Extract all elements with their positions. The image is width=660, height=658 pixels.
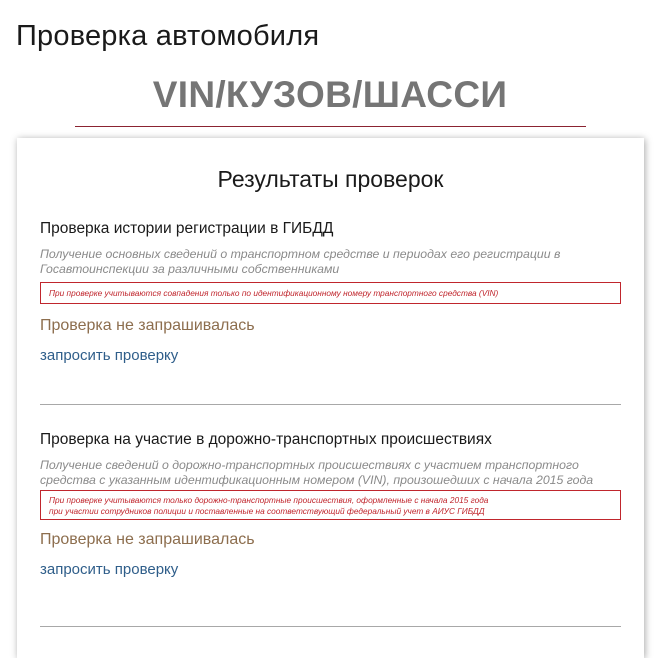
- check-status: Проверка не запрашивалась: [40, 317, 255, 334]
- request-check-link[interactable]: запросить проверку: [40, 347, 179, 364]
- section-divider: [40, 404, 621, 405]
- results-card: [17, 138, 644, 658]
- section-divider: [40, 626, 621, 627]
- description-line: Получение сведений о дорожно-транспортных происшествиях с участием транспортного: [40, 458, 579, 472]
- notice-text: при участии сотрудников полиции и поставленные на соответствующий федеральный учет в АИУС ГИБДД: [49, 506, 485, 516]
- request-check-link[interactable]: запросить проверку: [40, 561, 179, 578]
- section-description: [40, 247, 621, 277]
- description-line: средства с указанным идентификационным номером (VIN), произошедших с начала 2015 года: [40, 473, 594, 487]
- section-title: Проверка на участие в дорожно-транспортных происшествиях: [40, 431, 492, 448]
- notice-text: При проверке учитываются только дорожно-транспортные происшествия, оформленные с начала 2015 года: [49, 495, 489, 505]
- registration-history-section: [40, 220, 621, 365]
- notice-box: [40, 490, 621, 520]
- description-line: Госавтоинспекции за различными собственниками: [40, 262, 340, 276]
- vin-body-chassis-heading: VIN/КУЗОВ/ШАССИ: [152, 74, 508, 115]
- heading-divider: [75, 126, 586, 127]
- page-title: Проверка автомобиля: [16, 20, 320, 52]
- results-title: Результаты проверок: [217, 166, 444, 192]
- section-description: [40, 458, 621, 488]
- accident-check-section: [40, 431, 621, 579]
- check-status: Проверка не запрашивалась: [40, 531, 255, 548]
- notice-box: [40, 282, 621, 304]
- section-title: Проверка истории регистрации в ГИБДД: [40, 220, 334, 237]
- notice-text: При проверке учитываются совпадения только по идентификационному номеру транспортного средства (VIN): [49, 288, 499, 298]
- description-line: Получение основных сведений о транспортном средстве и периодах его регистрации в: [40, 247, 561, 261]
